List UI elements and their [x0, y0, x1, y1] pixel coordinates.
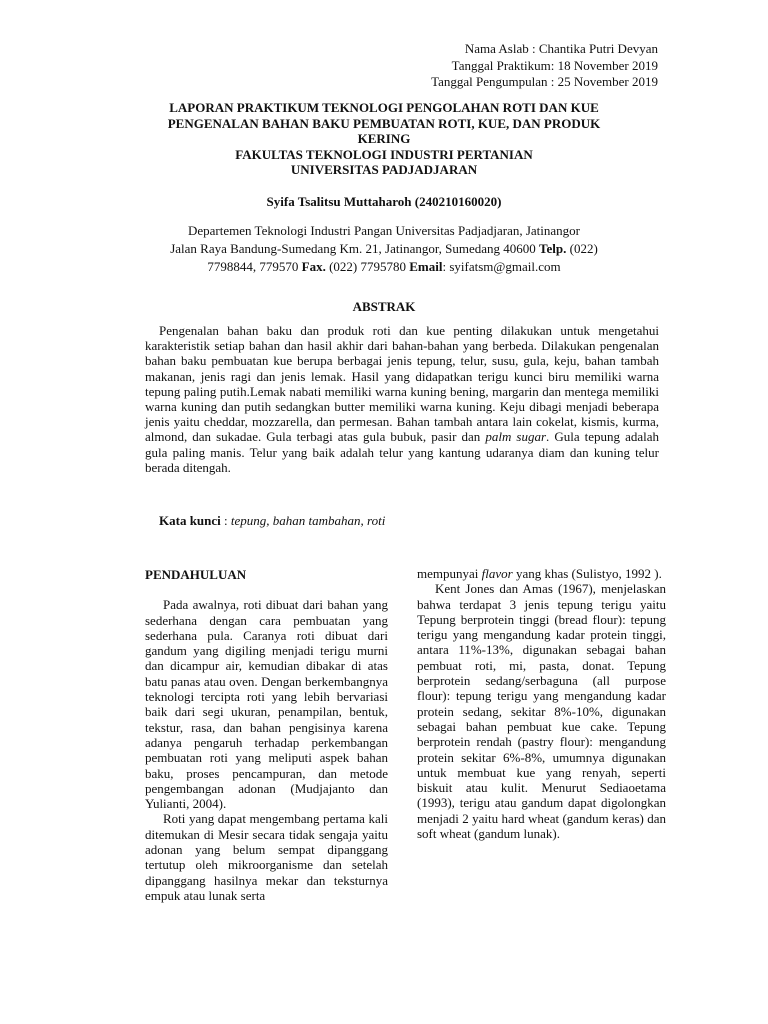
fax-value: (022) 7795780 [329, 259, 406, 274]
affiliation [108, 222, 660, 276]
paragraph: Roti yang dapat mengembang pertama kali ditemukan di Mesir secara tidak sengaja yaitu adonan yang belum sempat dipanggang tertutup oleh mikroorganisme dan setelah dipanggang hasilnya mekar dan teksturnya empuk atau lunak serta [145, 811, 388, 903]
university-line: UNIVERSITAS PADJADJARAN [290, 162, 478, 177]
keywords-values: tepung, bahan tambahan, roti [230, 513, 386, 528]
abstract-body-end: . Gula tepung adalah gula paling manis. Telur yang baik adalah telur yang kantung udaranya diam dan kuning telur berada ditengah. [145, 429, 659, 475]
assistant-name: Nama Aslab : Chantika Putri Devyan [464, 41, 658, 56]
keywords [159, 513, 385, 529]
left-column [145, 567, 388, 903]
paragraph-text: yang khas (Sulistyo, 1992 ). [515, 566, 662, 581]
submission-date: Tanggal Pengumpulan : 25 November 2019 [431, 74, 658, 89]
practicum-date: Tanggal Praktikum: 18 November 2019 [451, 57, 658, 73]
affiliation-line [108, 258, 660, 276]
keywords-label: Kata kunci [159, 513, 221, 528]
affiliation-line: Departemen Teknologi Industri Pangan Universitas Padjadjaran, Jatinangor [188, 223, 580, 238]
abstract-italic-term: palm sugar [485, 429, 547, 445]
author-name: Syifa Tsalitsu Muttaharoh (240210160020) [266, 194, 502, 209]
email-label: Email [409, 259, 443, 274]
tel-value: (022) [569, 241, 598, 256]
paragraph: Kent Jones dan Amas (1967), menjelaskan bahwa terdapat 3 jenis tepung terigu yaitu Tepung berprotein tinggi (bread flour): tepung terigu yang mengandung kadar protein tinggi, antara 11%-13%, digunakan sebagai bahan pembuat roti, mi, pasta, donat. Tepung berprotein sedang/serbaguna (all purpose flour): tepung terigu yang mengandung kadar protein sedang, sekitar 8%-10%, digunakan sebagai bahan pembuat kue cake. Tepung berprotein rendah (pastry flour): mengandung protein sekitar 6%-8%, umumnya digunakan untuk membuat kue yang renyah, seperti biskuit atau kulit. Menurut Sediaoetama (1993), terigu atau gandum dapat digolongkan menjadi 2 yaitu hard wheat (gandum keras) dan soft wheat (gandum lunak). [417, 581, 666, 842]
email-value: : syifatsm@gmail.com [442, 259, 561, 274]
paragraph: Pada awalnya, roti dibuat dari bahan yang sederhana dengan cara pembuatan yang sederhana pula. Caranya roti dibuat dari gandum yang digiling menjadi terigu murni dan dicampur air, kemudian dibakar di atas batu panas atau oven. Dengan berkembangnya teknologi tercipta roti yang lebih bervariasi baik dari segi ukuran, penampilan, bentuk, tekstur, rasa, dan bahan pengisinya karena adanya pengaruh terhadap perkembangan pembuatan roti yang meliputi aspek bahan baku, proses pencampuran, dan metode pengembangan adonan (Mudjajanto dan Yulianti, 2004). [145, 597, 388, 812]
paragraph [417, 566, 666, 581]
fax-label: Fax. [301, 259, 326, 274]
affiliation-line [108, 240, 660, 258]
document-meta [431, 41, 658, 91]
paragraph-text: mempunyai [417, 566, 479, 581]
right-column [417, 566, 666, 841]
report-title [108, 100, 660, 178]
abstract-text [145, 323, 659, 475]
abstract-heading: ABSTRAK [352, 299, 416, 314]
section-heading: PENDAHULUAN [145, 567, 247, 582]
faculty-line: FAKULTAS TEKNOLOGI INDUSTRI PERTANIAN [235, 146, 533, 162]
italic-term: flavor [481, 566, 513, 581]
abstract-body: Pengenalan bahan baku dan produk roti dan kue penting dilakukan untuk mengetahui karakteristik setiap bahan dan hasil akhir dari bahan-bahan yang berbeda. Dilakukan pengenalan bahan baku pembuatan kue berupa berbagai jenis tepung, telur, susu, gula, keju, bahan tambah makanan, jenis ragi dan jenis lemak. Hasil yang didapatkan terigu kunci biru memiliki warna tepung paling putih.Lemak nabati memiliki warna kuning bening, margarin dan mentega memiliki warna kuning dan putih sedangkan butter memiliki warna kuning. Keju dibagi menjadi beberapa jenis yaitu cheddar, mozzarella, dan permesan. Bahan tambah antara lain cokelat, kismis, kurma, almond, dan sukadae. Gula terbagi atas gula bubuk, pasir dan [145, 323, 659, 445]
keywords-separator: : [220, 513, 231, 528]
title-line: LAPORAN PRAKTIKUM TEKNOLOGI PENGOLAHAN ROTI DAN KUE [169, 100, 599, 115]
title-line: PENGENALAN BAHAN BAKU PEMBUATAN ROTI, KUE, DAN PRODUK [167, 115, 601, 131]
address-text: Jalan Raya Bandung-Sumedang Km. 21, Jatinangor, Sumedang 40600 [170, 241, 536, 256]
title-line: KERING [357, 131, 411, 146]
tel-label: Telp. [539, 241, 567, 256]
tel-continued: 7798844, 779570 [207, 259, 299, 274]
